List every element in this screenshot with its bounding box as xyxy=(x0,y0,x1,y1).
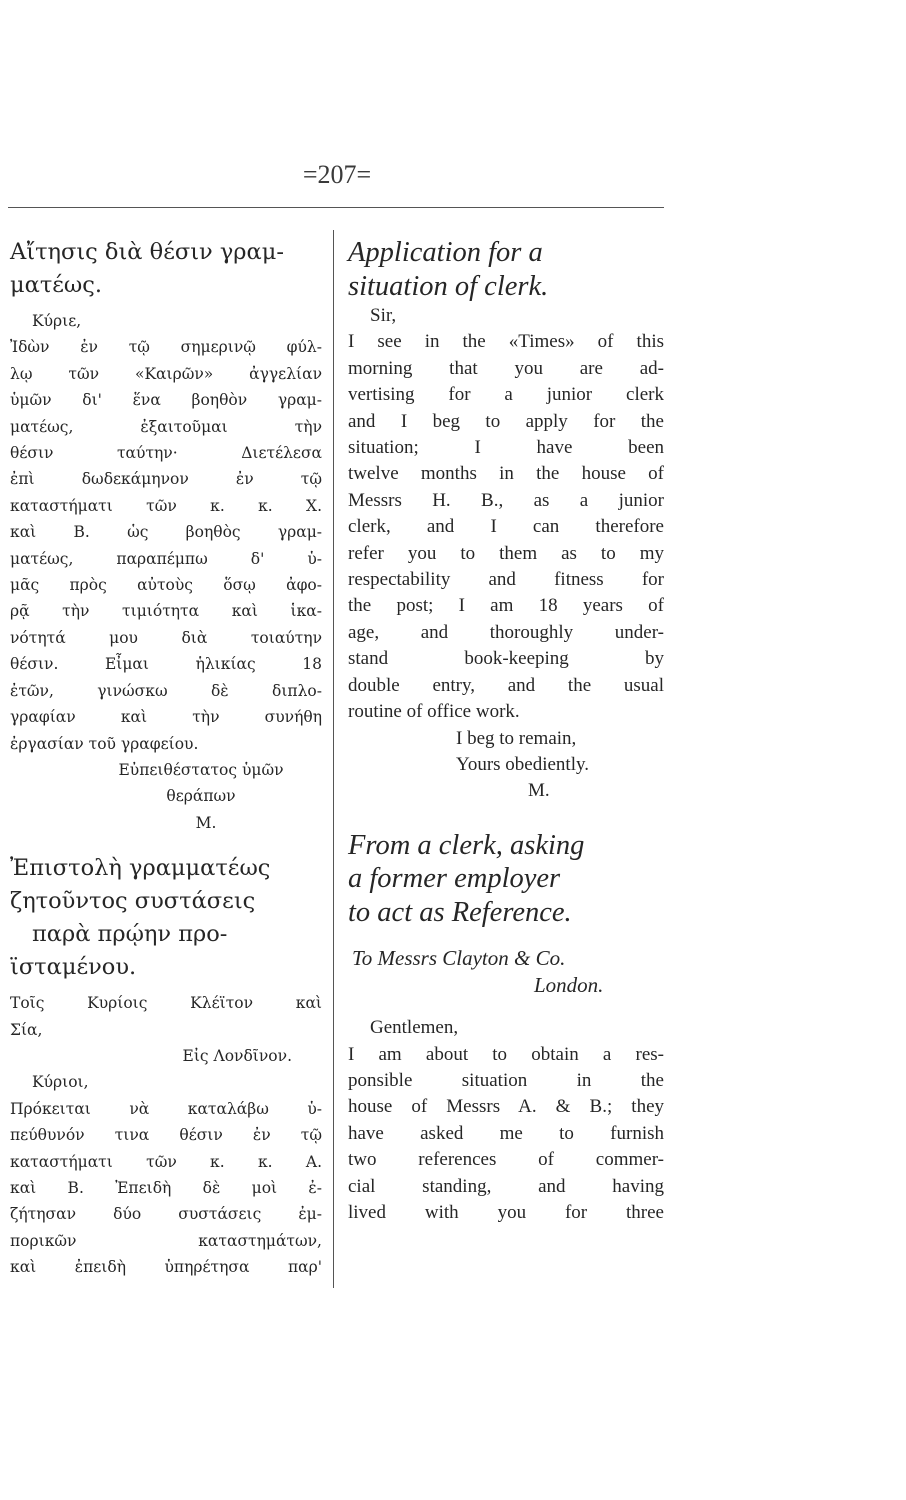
body-line: ἐπὶ δωδεκάμηνον ἐν τῷ xyxy=(10,470,322,489)
greek-column xyxy=(10,236,322,1281)
body-line: morning that you are ad- xyxy=(348,357,664,379)
title-line: to act as Reference. xyxy=(348,896,572,928)
body-line: I see in the «Times» of this xyxy=(348,331,664,353)
body-line: ρᾷ τὴν τιμιότητα καὶ ἱκα- xyxy=(10,602,322,621)
body-line: age, and thoroughly under- xyxy=(348,621,664,643)
column-divider xyxy=(333,230,334,1288)
body-line: πεύθυνόν τινα θέσιν ἐν τῷ xyxy=(10,1126,322,1145)
greek-letter2-addressee: Τοῖς Κυρίοις Κλέϊτον καὶ xyxy=(10,994,322,1013)
body-line: ζήτησαν δύο συστάσεις ἐμ- xyxy=(10,1205,322,1224)
body-line: καταστήματι τῶν κ. κ. Χ. xyxy=(10,496,322,515)
body-line: λῳ τῶν «Καιρῶν» ἀγγελίαν xyxy=(10,364,322,383)
body-line: καὶ ἐπειδὴ ὑπηρέτησα παρ' xyxy=(10,1258,322,1277)
body-line: καὶ Β. Ἐπειδὴ δὲ μοὶ ἐ- xyxy=(10,1178,322,1197)
body-line: ἐργασίαν τοῦ γραφείου. xyxy=(10,734,199,753)
body-line: θέσιν. Εἶμαι ἡλικίας 18 xyxy=(10,655,322,674)
body-line: ponsible situation in the xyxy=(348,1070,664,1092)
title-line: Αἴτησις διὰ θέσιν γραμ- xyxy=(10,239,284,265)
greek-letter2-place: Εἰς Λονδῖνον. xyxy=(182,1046,292,1065)
body-line: situation; I have been xyxy=(348,437,664,459)
body-line: θέσιν ταύτην· Διετέλεσα xyxy=(10,444,322,463)
english-letter1-signature: M. xyxy=(528,780,550,802)
body-line: double entry, and the usual xyxy=(348,674,664,696)
body-line: cial standing, and having xyxy=(348,1175,664,1197)
title-line: παρὰ πρῴην προ- xyxy=(32,921,228,948)
body-line: have asked me to furnish xyxy=(348,1122,664,1144)
header-rule xyxy=(8,207,664,208)
body-line: routine of office work. xyxy=(348,701,520,723)
body-line: the post; I am 18 years of xyxy=(348,595,664,617)
greek-letter2-body xyxy=(10,1096,322,1281)
greek-letter1-signature: Μ. xyxy=(195,813,217,832)
title-line: ματέως. xyxy=(10,272,103,298)
body-line: νότητά μου διὰ τοιαύτην xyxy=(10,628,322,647)
page-number: =207= xyxy=(302,160,372,189)
body-line: ματέως, ἐξαιτοῦμαι τὴν xyxy=(10,417,322,436)
greek-letter2-salutation: Κύριοι, xyxy=(32,1073,89,1092)
body-line: ἐτῶν, γινώσκω δὲ διπλο- xyxy=(10,681,322,700)
body-line: γραφίαν καὶ τὴν συνήθη xyxy=(10,708,322,727)
body-line: house of Messrs A. & B.; they xyxy=(348,1096,664,1118)
body-line: Messrs H. B., as a junior xyxy=(348,489,664,511)
greek-letter1-closing2: θεράπων xyxy=(166,787,236,806)
body-line: καταστήματι τῶν κ. κ. Α. xyxy=(10,1152,322,1171)
body-line: vertising for a junior clerk xyxy=(348,384,664,406)
english-letter1-title xyxy=(348,236,664,303)
body-line: πορικῶν καταστημάτων, xyxy=(10,1231,322,1250)
body-line: I am about to obtain a res- xyxy=(348,1043,664,1065)
body-line: clerk, and I can therefore xyxy=(348,516,664,538)
english-letter2-addressee: To Messrs Clayton & Co. xyxy=(352,946,566,971)
english-letter2-salutation: Gentlemen, xyxy=(370,1017,459,1039)
english-letter2-place: London. xyxy=(534,973,604,998)
english-letter2-title xyxy=(348,829,664,930)
title-line: ζητοῦντος συστάσεις xyxy=(10,888,256,915)
title-line: From a clerk, asking xyxy=(348,829,585,861)
body-line: Πρόκειται νὰ καταλάβω ὑ- xyxy=(10,1099,322,1118)
greek-letter1-title xyxy=(10,236,322,302)
body-line: and I beg to apply for the xyxy=(348,410,664,432)
title-line: ϊσταμένου. xyxy=(10,954,137,981)
body-line: ματέως, παραπέμπω δ' ὑ- xyxy=(10,549,322,568)
greek-letter1-body xyxy=(10,334,322,757)
body-line: μᾶς πρὸς αὐτοὺς ὅσῳ ἀφο- xyxy=(10,576,322,595)
greek-letter1-closing: Εὐπειθέστατος ὑμῶν xyxy=(118,760,284,779)
english-letter2-body xyxy=(348,1042,664,1227)
english-letter1-body xyxy=(348,329,664,725)
body-line: ὑμῶν δι' ἕνα βοηθὸν γραμ- xyxy=(10,391,322,410)
english-column xyxy=(348,236,664,1226)
body-line: two references of commer- xyxy=(348,1149,664,1171)
title-line: Application for a xyxy=(348,237,543,268)
body-line: stand book-keeping by xyxy=(348,648,664,670)
english-letter1-closing: I beg to remain, xyxy=(456,727,577,749)
greek-letter2-addressee: Σία, xyxy=(10,1020,43,1039)
body-line: respectability and fitness for xyxy=(348,569,664,591)
body-line: refer you to them as to my xyxy=(348,542,664,564)
title-line: situation of clerk. xyxy=(348,270,549,302)
english-letter1-closing2: Yours obediently. xyxy=(456,753,590,775)
body-line: Ἰδὼν ἐν τῷ σημερινῷ φύλ- xyxy=(10,338,322,357)
title-line: a former employer xyxy=(348,863,561,895)
body-line: καὶ Β. ὡς βοηθὸς γραμ- xyxy=(10,523,322,542)
title-line: Ἐπιστολὴ γραμματέως xyxy=(10,855,271,882)
body-line: twelve months in the house of xyxy=(348,463,664,485)
english-letter1-salutation: Sir, xyxy=(370,305,397,326)
greek-letter2-title xyxy=(10,852,322,984)
greek-letter1-salutation: Κύριε, xyxy=(32,312,82,330)
body-line: lived with you for three xyxy=(348,1202,664,1224)
